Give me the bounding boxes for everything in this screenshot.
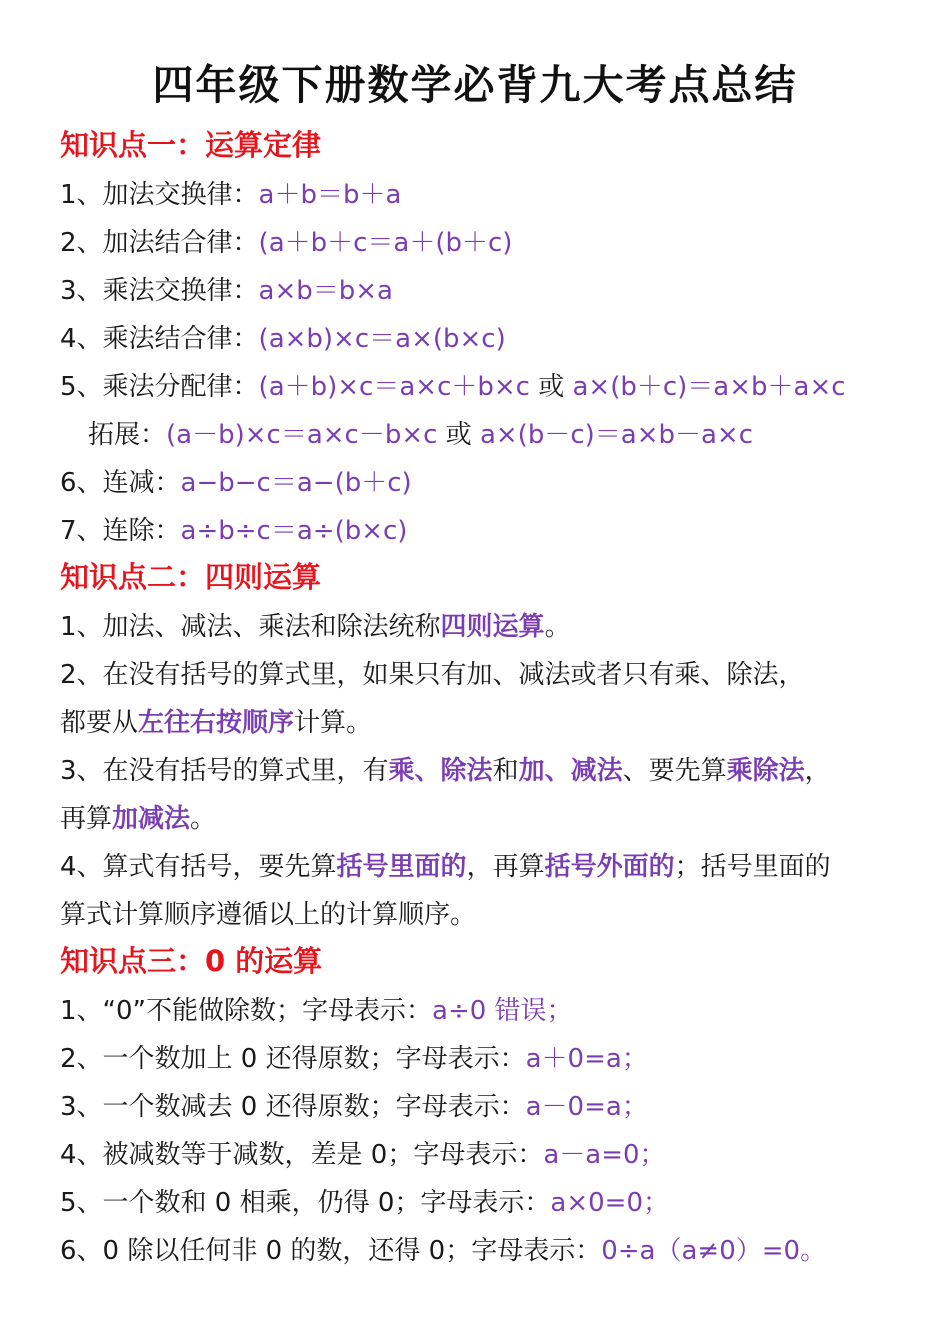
law-item bbox=[60, 514, 920, 548]
zero-rule-formula: a÷0 错误； bbox=[432, 996, 573, 1026]
rule-text: 。 bbox=[544, 612, 571, 642]
rule-text: 都要从 bbox=[60, 708, 139, 738]
law-label: 4、乘法结合律： bbox=[60, 324, 259, 354]
rule-text: ， bbox=[804, 756, 831, 786]
law-formula: a×b＝b×a bbox=[258, 276, 393, 306]
rule-paragraph-1 bbox=[60, 610, 920, 644]
rule-highlight: 加、减法 bbox=[518, 756, 623, 786]
zero-rule-item bbox=[60, 1042, 920, 1076]
law-item bbox=[60, 274, 920, 308]
zero-rule-label: 3、一个数减去 0 还得原数；字母表示： bbox=[60, 1092, 526, 1122]
rule-highlight: 乘、除法 bbox=[388, 756, 493, 786]
rule-highlight: 四则运算 bbox=[440, 612, 545, 642]
law-label: 3、乘法交换律： bbox=[60, 276, 259, 306]
rule-text: 。 bbox=[190, 804, 217, 834]
zero-rule-item bbox=[60, 994, 920, 1028]
zero-rule-formula: 0÷a（a≠0）=0。 bbox=[601, 1236, 827, 1266]
law-label: 5、乘法分配律： bbox=[60, 372, 259, 402]
zero-rule-item bbox=[60, 1186, 920, 1220]
law-label: 2、加法结合律： bbox=[60, 228, 259, 258]
rule-text: ，再算 bbox=[466, 852, 545, 882]
zero-rule-label: 5、一个数和 0 相乘，仍得 0；字母表示： bbox=[60, 1188, 551, 1218]
law-item bbox=[60, 370, 920, 404]
rule-paragraph-2-line-2 bbox=[60, 706, 920, 740]
or-text: 或 bbox=[529, 372, 573, 402]
rule-text: 算式计算顺序遵循以上的计算顺序。 bbox=[60, 900, 477, 930]
section-heading-2: 知识点二：四则运算 bbox=[60, 560, 322, 594]
rule-paragraph-3-line-1 bbox=[60, 754, 920, 788]
zero-rule-item bbox=[60, 1138, 920, 1172]
zero-rule-label: 6、0 除以任何非 0 的数，还得 0；字母表示： bbox=[60, 1236, 602, 1266]
rule-paragraph-4-line-2 bbox=[60, 898, 920, 932]
law-label: 6、连减： bbox=[60, 468, 181, 498]
law-formula: a÷b÷c＝a÷(b×c) bbox=[180, 516, 408, 546]
rule-highlight: 左往右按顺序 bbox=[138, 708, 295, 738]
law-formula: (a＋b＋c＝a＋(b＋c) bbox=[258, 228, 513, 258]
law-formula: (a＋b)×c＝a×c＋b×c bbox=[258, 372, 530, 402]
rule-text: 4、算式有括号，要先算 bbox=[60, 852, 337, 882]
rule-text: 计算。 bbox=[294, 708, 373, 738]
rule-highlight: 加减法 bbox=[112, 804, 191, 834]
rule-text: 和 bbox=[492, 756, 519, 786]
law-item bbox=[60, 178, 920, 212]
rule-highlight: 乘除法 bbox=[726, 756, 805, 786]
section-heading-3: 知识点三：0 的运算 bbox=[60, 944, 323, 978]
or-text: 或 bbox=[437, 420, 480, 450]
rule-text: 再算 bbox=[60, 804, 113, 834]
law-formula-alt: a×(b－c)＝a×b－a×c bbox=[479, 420, 753, 450]
law-item bbox=[60, 322, 920, 356]
law-formula: (a－b)×c＝a×c－b×c bbox=[166, 420, 438, 450]
law-item-extension bbox=[88, 418, 948, 452]
rule-highlight: 括号里面的 bbox=[336, 852, 467, 882]
section-heading-1: 知识点一：运算定律 bbox=[60, 128, 322, 162]
law-formula-alt: a×(b＋c)＝a×b＋a×c bbox=[572, 372, 846, 402]
rule-text: ；括号里面的 bbox=[674, 852, 831, 882]
zero-rule-formula: a－a=0； bbox=[543, 1140, 666, 1170]
law-formula: a＋b＝b＋a bbox=[258, 180, 402, 210]
zero-rule-label: 2、一个数加上 0 还得原数；字母表示： bbox=[60, 1044, 526, 1074]
law-formula: a−b−c＝a−(b＋c) bbox=[180, 468, 412, 498]
law-label: 拓展： bbox=[88, 420, 167, 450]
rule-highlight: 括号外面的 bbox=[544, 852, 675, 882]
page-title: 四年级下册数学必背九大考点总结 bbox=[152, 61, 798, 109]
law-item bbox=[60, 466, 920, 500]
law-formula: (a×b)×c＝a×(b×c) bbox=[258, 324, 506, 354]
rule-text: 1、加法、减法、乘法和除法统称 bbox=[60, 612, 441, 642]
rule-text: 3、在没有括号的算式里，有 bbox=[60, 756, 389, 786]
zero-rule-formula: a＋0=a； bbox=[525, 1044, 648, 1074]
rule-text: 、要先算 bbox=[622, 756, 727, 786]
zero-rule-formula: a×0=0； bbox=[550, 1188, 670, 1218]
law-label: 7、连除： bbox=[60, 516, 181, 546]
rule-paragraph-4-line-1 bbox=[60, 850, 920, 884]
zero-rule-item bbox=[60, 1234, 920, 1268]
law-label: 1、加法交换律： bbox=[60, 180, 259, 210]
zero-rule-item bbox=[60, 1090, 920, 1124]
law-item bbox=[60, 226, 920, 260]
zero-rule-formula: a－0=a； bbox=[525, 1092, 648, 1122]
zero-rule-label: 4、被减数等于减数，差是 0；字母表示： bbox=[60, 1140, 544, 1170]
zero-rule-label: 1、“0”不能做除数；字母表示： bbox=[60, 996, 433, 1026]
rule-paragraph-3-line-2 bbox=[60, 802, 920, 836]
rule-text: 2、在没有括号的算式里，如果只有加、减法或者只有乘、除法， bbox=[60, 660, 805, 690]
rule-paragraph-2-line-1 bbox=[60, 658, 920, 692]
